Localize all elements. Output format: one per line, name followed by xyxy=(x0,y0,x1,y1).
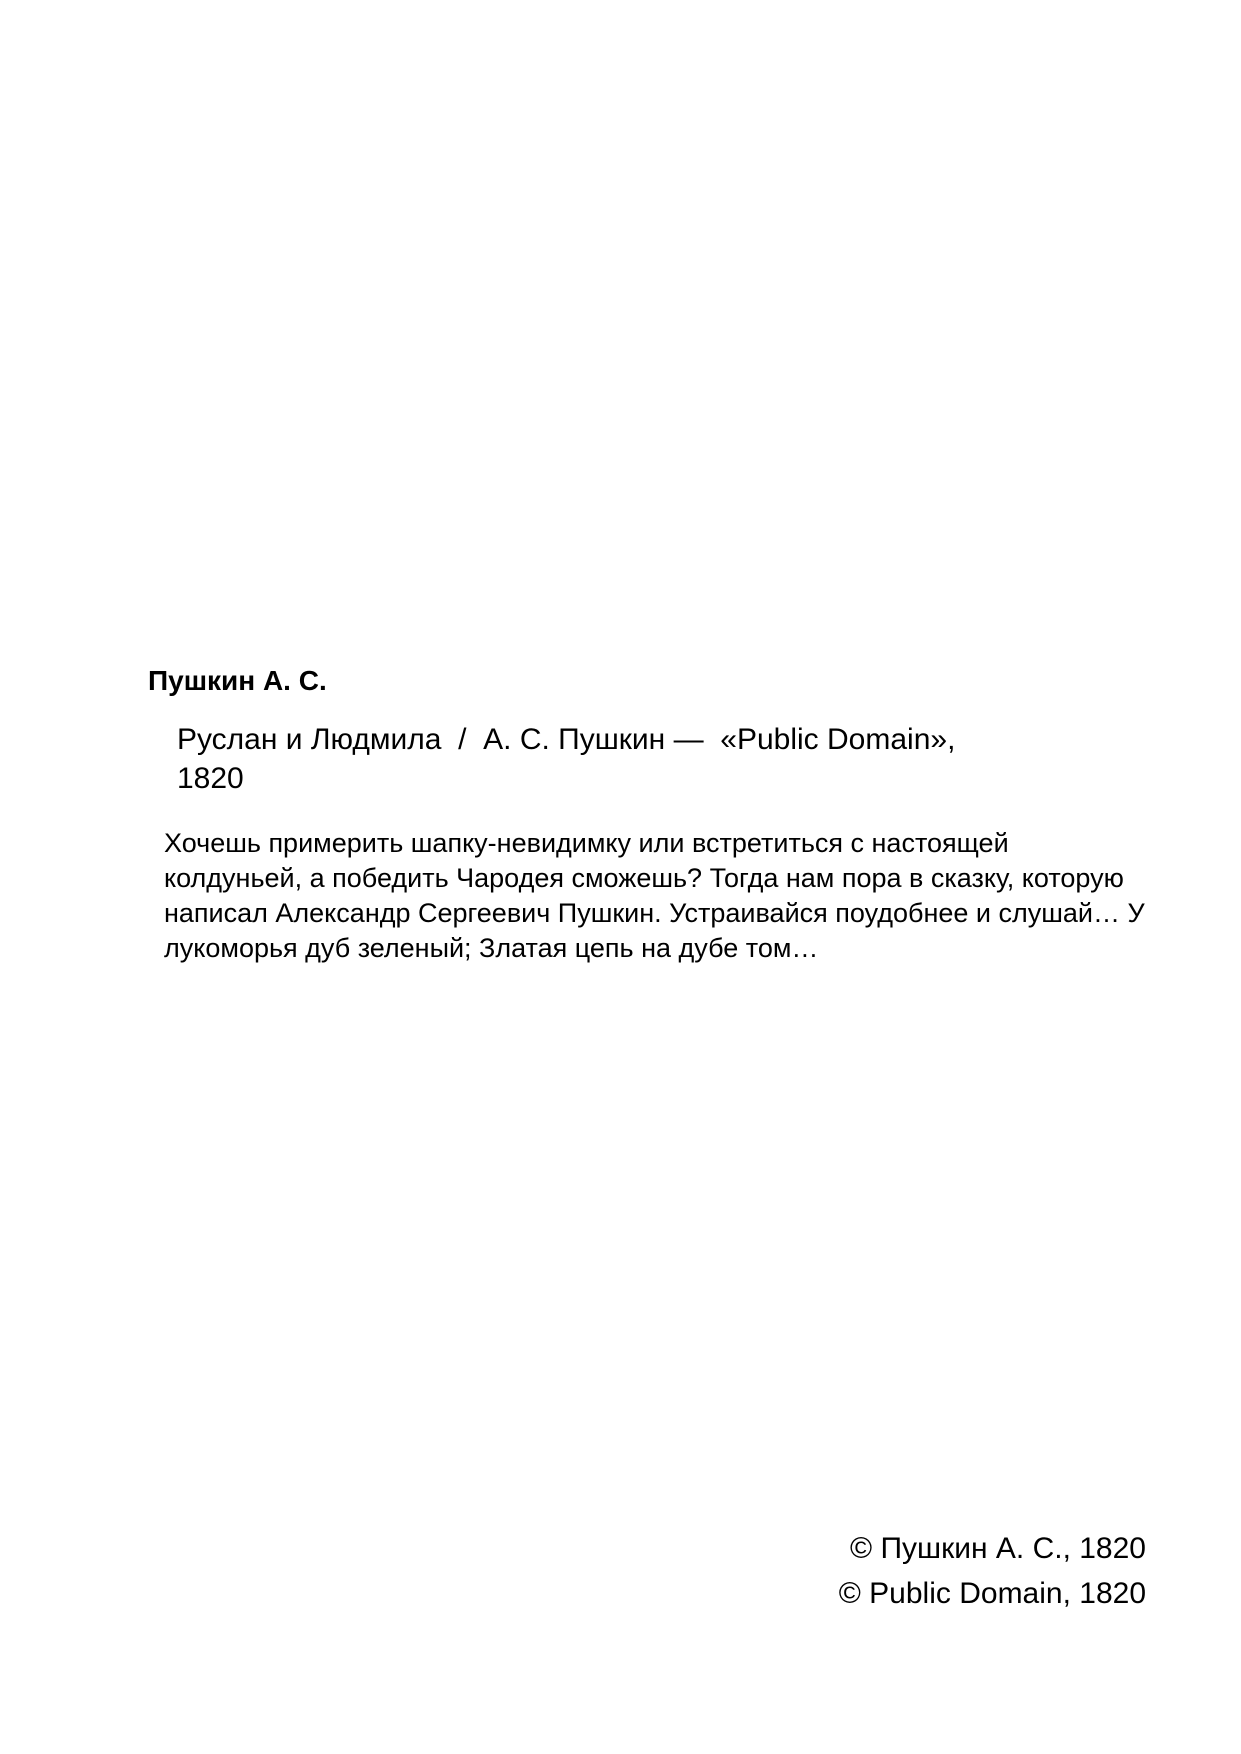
title-separator: / xyxy=(441,723,484,756)
book-year: 1820 xyxy=(177,762,244,795)
book-publisher: «Public Domain», xyxy=(720,723,956,756)
author-dash: — xyxy=(665,723,721,756)
copyright-block xyxy=(839,1526,1146,1616)
annotation-text: Хочешь примерить шапку-невидимку или встретиться с настоящей колдуньей, а победить Чародея сможешь? Тогда нам пора в сказку, которую написал Александр Сергеевич Пушкин. Устраивайся поудобнее и слушай… У лукоморья дуб зеленый; Златая цепь на дубе том… xyxy=(164,828,1145,963)
copyright-line-publisher: © Public Domain, 1820 xyxy=(838,1577,1146,1610)
copyright-line-author: © Пушкин А. С., 1820 xyxy=(850,1532,1146,1565)
author-heading: Пушкин А. С. xyxy=(148,665,327,696)
book-author: А. С. Пушкин xyxy=(483,723,666,756)
book-title: Руслан и Людмила xyxy=(177,723,442,756)
bibliographic-line xyxy=(177,720,1117,798)
